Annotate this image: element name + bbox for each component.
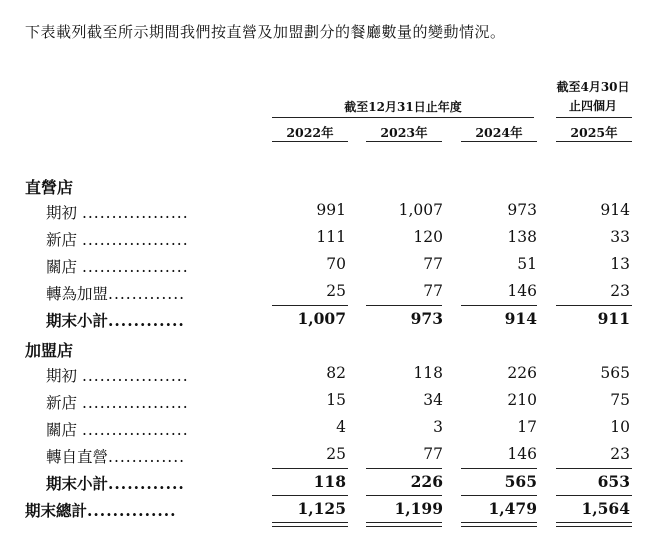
- cell-value: 75: [610, 391, 630, 409]
- period-header-line1: 截至4月30日: [556, 80, 630, 94]
- cell-value: 25: [326, 445, 346, 463]
- cell-value: 111: [316, 228, 346, 246]
- cell-value: 77: [423, 445, 443, 463]
- table-row: [0, 228, 660, 252]
- subtotal-rule: [556, 468, 632, 469]
- year-header: 2024年: [475, 125, 523, 140]
- row-label: 關店 ..................: [46, 421, 189, 439]
- cell-value: 118: [313, 472, 346, 491]
- total-double-rule: [461, 522, 537, 527]
- cell-value: 13: [610, 255, 630, 273]
- cell-value: 138: [507, 228, 537, 246]
- group-header: 截至12月31日止年度: [344, 100, 462, 114]
- cell-value: 25: [326, 282, 346, 300]
- row-label: 期末小計............: [46, 311, 185, 330]
- year-header-rule: [461, 141, 537, 142]
- cell-value: 34: [423, 391, 443, 409]
- subtotal-rule: [461, 468, 537, 469]
- table-row: [0, 418, 660, 442]
- row-label: 新店 ..................: [46, 231, 189, 249]
- cell-value: 1,564: [581, 499, 630, 518]
- row-label: 期初 ..................: [46, 367, 189, 385]
- year-header-rule: [366, 141, 442, 142]
- cell-value: 17: [517, 418, 537, 436]
- year-header-rule: [272, 141, 348, 142]
- cell-value: 70: [326, 255, 346, 273]
- year-header: 2025年: [570, 125, 618, 140]
- total-row: [0, 499, 660, 523]
- group-header-rule: [272, 117, 534, 118]
- cell-value: 3: [433, 418, 443, 436]
- subtotal-rule: [272, 495, 348, 496]
- cell-value: 565: [600, 364, 630, 382]
- cell-value: 146: [507, 445, 537, 463]
- row-label: 關店 ..................: [46, 258, 189, 276]
- intro-text: 下表載列截至所示期間我們按直營及加盟劃分的餐廳數量的變動情況。: [25, 23, 506, 41]
- row-label: 新店 ..................: [46, 394, 189, 412]
- cell-value: 4: [336, 418, 346, 436]
- cell-value: 120: [413, 228, 443, 246]
- cell-value: 991: [316, 201, 346, 219]
- cell-value: 1,199: [394, 499, 443, 518]
- table-row: [0, 282, 660, 306]
- subtotal-rule: [366, 495, 442, 496]
- subtotal-rule: [366, 305, 442, 306]
- cell-value: 23: [610, 282, 630, 300]
- row-label: 期末總計..............: [25, 501, 177, 520]
- table-row: [0, 255, 660, 279]
- subtotal-rule: [461, 305, 537, 306]
- cell-value: 77: [423, 255, 443, 273]
- cell-value: 226: [507, 364, 537, 382]
- subtotal-rule: [556, 305, 632, 306]
- subtotal-rule: [461, 495, 537, 496]
- cell-value: 653: [597, 472, 630, 491]
- cell-value: 973: [410, 309, 443, 328]
- section-title: 直營店: [25, 178, 74, 197]
- table-row: [0, 391, 660, 415]
- section-title: 加盟店: [25, 341, 74, 360]
- cell-value: 973: [507, 201, 537, 219]
- cell-value: 146: [507, 282, 537, 300]
- subtotal-rule: [366, 468, 442, 469]
- year-header: 2023年: [380, 125, 428, 140]
- cell-value: 1,125: [297, 499, 346, 518]
- cell-value: 911: [597, 309, 630, 328]
- subtotal-row: [0, 309, 660, 333]
- total-double-rule: [556, 522, 632, 527]
- cell-value: 23: [610, 445, 630, 463]
- table-row: [0, 201, 660, 225]
- cell-value: 914: [504, 309, 537, 328]
- cell-value: 118: [413, 364, 443, 382]
- cell-value: 33: [610, 228, 630, 246]
- cell-value: 10: [610, 418, 630, 436]
- row-label: 轉自直營.............: [46, 448, 186, 466]
- year-header-rule: [556, 141, 632, 142]
- period-header-rule: [556, 117, 632, 118]
- total-double-rule: [272, 522, 348, 527]
- table-row: [0, 445, 660, 469]
- cell-value: 77: [423, 282, 443, 300]
- subtotal-row: [0, 472, 660, 496]
- cell-value: 1,479: [488, 499, 537, 518]
- row-label: 期末小計............: [46, 474, 185, 493]
- cell-value: 565: [504, 472, 537, 491]
- period-header-line2: 止四個月: [568, 99, 617, 113]
- subtotal-rule: [272, 305, 348, 306]
- cell-value: 226: [410, 472, 443, 491]
- subtotal-rule: [556, 495, 632, 496]
- table-row: [0, 364, 660, 388]
- year-header: 2022年: [286, 125, 334, 140]
- cell-value: 1,007: [297, 309, 346, 328]
- cell-value: 914: [600, 201, 630, 219]
- row-label: 轉為加盟.............: [46, 285, 186, 303]
- cell-value: 82: [326, 364, 346, 382]
- row-label: 期初 ..................: [46, 204, 189, 222]
- cell-value: 51: [517, 255, 537, 273]
- subtotal-rule: [272, 468, 348, 469]
- cell-value: 210: [507, 391, 537, 409]
- total-double-rule: [366, 522, 442, 527]
- cell-value: 15: [326, 391, 346, 409]
- cell-value: 1,007: [398, 201, 443, 219]
